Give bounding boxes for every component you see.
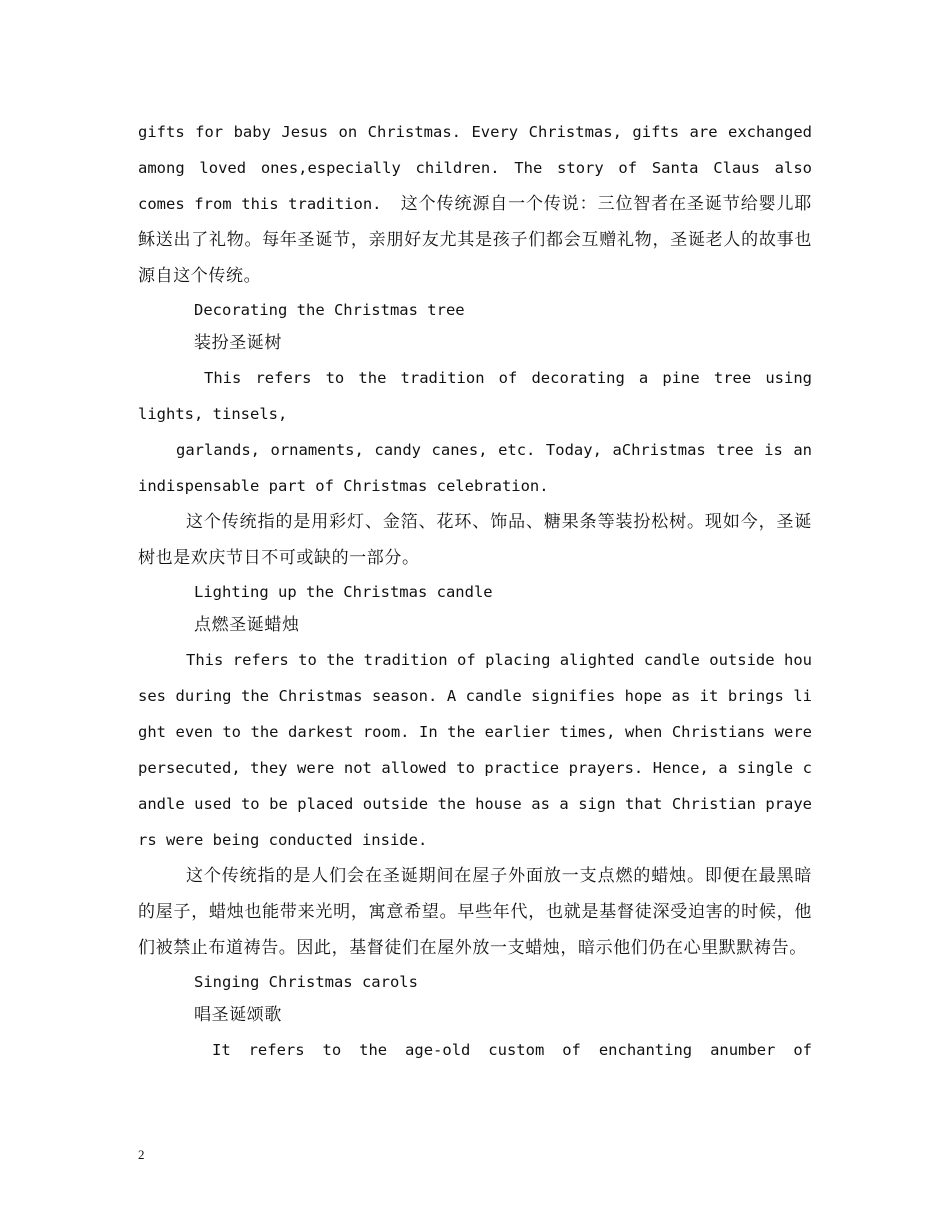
paragraph-gifts-en: gifts for baby Jesus on Christmas. Every Christmas, gifts are exchanged among loved ones,especially children. The story of Santa Claus also comes from this tradition. 这个传统源自一个传说：三位智者在圣诞节给婴儿耶稣送出了礼物。每年圣诞节，亲朋好友尤其是孩子们都会互赠礼物，圣诞老人的故事也源自这个传统。 [138, 123, 812, 286]
paragraph-carols-en: It refers to the age-old custom of enchanting anumber of [212, 1041, 812, 1059]
paragraph-tree-rest: garlands, ornaments, candy canes, etc. Today, aChristmas tree is an indispensable part of Christmas celebration. [138, 441, 812, 495]
paragraph-tree-line1: This refers to the tradition of decorating a pine tree using [204, 369, 812, 387]
heading-decorating-tree-en: Decorating the Christmas tree [194, 301, 465, 319]
paragraph-gifts-cn: 这个传统源自一个传说：三位智者在圣诞节给婴儿耶稣送出了礼物。每年圣诞节，亲朋好友尤其是孩子们都会互赠礼物，圣诞老人的故事也源自这个传统。 [138, 194, 812, 286]
heading-carols-en: Singing Christmas carols [194, 973, 418, 991]
heading-candle-en: Lighting up the Christmas candle [194, 583, 493, 601]
heading-carols-cn: 唱圣诞颂歌 [194, 1005, 282, 1025]
paragraph-tree-cn: 这个传统指的是用彩灯、金箔、花环、饰品、糖果条等装扮松树。现如今，圣诞树也是欢庆节日不可或缺的一部分。 [138, 512, 812, 568]
paragraph-tree-line2: lights, tinsels, [138, 405, 288, 423]
page-number: 2 [138, 1147, 145, 1162]
document-body [138, 114, 812, 1068]
heading-decorating-tree-cn: 装扮圣诞树 [194, 333, 282, 353]
paragraph-candle-cn: 这个传统指的是人们会在圣诞期间在屋子外面放一支点燃的蜡烛。即便在最黑暗的屋子，蜡烛也能带来光明，寓意希望。早些年代，也就是基督徒深受迫害的时候，他们被禁止布道祷告。因此，基督徒们在屋外放一支蜡烛，暗示他们仍在心里默默祷告。 [138, 866, 812, 958]
heading-candle-cn: 点燃圣诞蜡烛 [194, 615, 300, 635]
paragraph-candle-en: This refers to the tradition of placing alighted candle outside houses during the Christmas season. A candle signifies hope as it brings light even to the darkest room. In the earlier times, when Christians were persecuted, they were not allowed to practice prayers. Hence, a single candle used to be placed outside the house as a sign that Christian prayers were being conducted inside. [138, 651, 812, 849]
